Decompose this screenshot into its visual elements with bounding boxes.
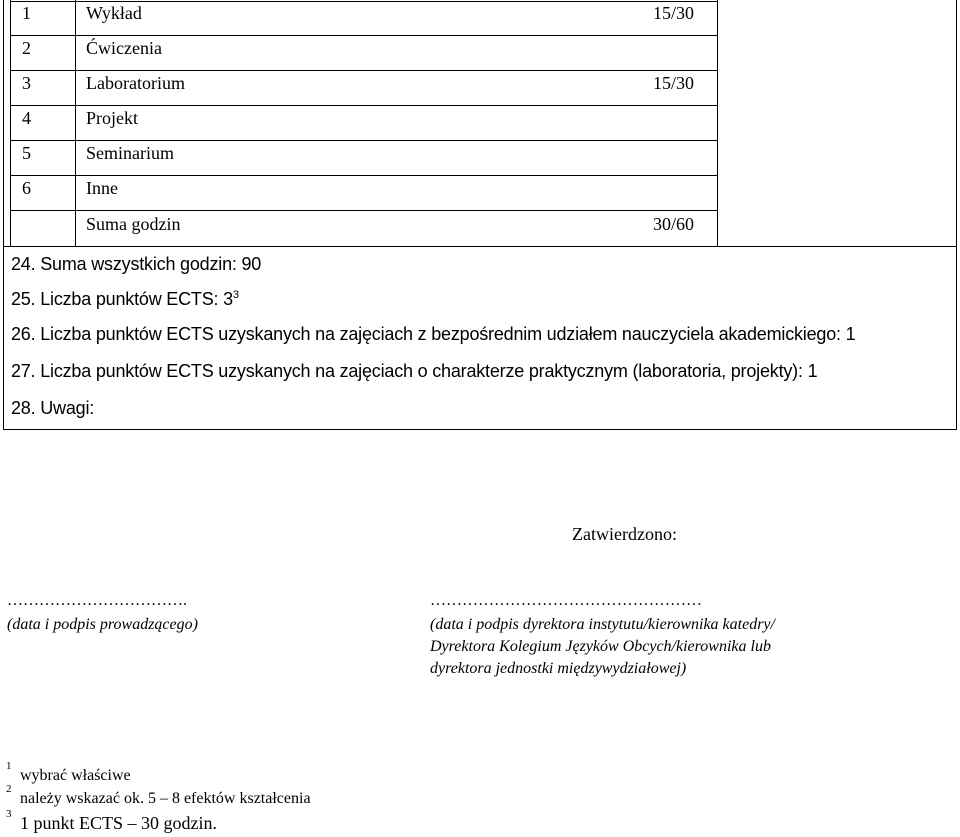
frame-left-border (3, 0, 4, 430)
footnote-text: wybrać właściwe (20, 767, 131, 784)
row-label: Wykład (86, 3, 142, 23)
table-row-line (10, 210, 718, 211)
table-row-line (3, 246, 957, 247)
table-row-line (10, 105, 718, 106)
section-28-notes: 28. Uwagi: (11, 398, 95, 418)
row-label: Projekt (86, 108, 138, 128)
row-label: Suma godzin (86, 214, 181, 234)
approval-title: Zatwierdzono: (572, 524, 677, 544)
row-number: 4 (22, 108, 31, 128)
row-number: 5 (22, 143, 31, 163)
row-label: Inne (86, 178, 118, 198)
footnote-ref-3: 3 (232, 289, 239, 301)
footnote-mark: 1 (6, 760, 12, 772)
row-hours: 15/30 (653, 73, 695, 93)
section-27-ects-practical: 27. Liczba punktów ECTS uzyskanych na zajęciach o charakterze praktycznym (laboratoria, projekty): 1 (11, 361, 818, 381)
row-label: Seminarium (86, 143, 174, 163)
footnote-mark: 3 (6, 808, 12, 820)
table-row-line (10, 35, 718, 36)
row-label: Laboratorium (86, 73, 185, 93)
section-24-total-hours: 24. Suma wszystkich godzin: 90 (11, 254, 262, 274)
signature-caption-director: (data i podpis dyrektora instytutu/kierownika katedry/ (430, 616, 775, 633)
signature-caption-director: dyrektora jednostki międzywydziałowej) (430, 660, 687, 677)
row-hours: 30/60 (653, 214, 695, 234)
table-row-line (10, 175, 718, 176)
section-25-text: 25. Liczba punktów ECTS: 3 (11, 289, 233, 309)
row-hours: 15/30 (653, 3, 695, 23)
table-row-line (10, 70, 718, 71)
signature-dots-director: …………………………………………… (430, 592, 702, 609)
row-number: 1 (22, 3, 31, 23)
frame-right-border (956, 0, 957, 430)
row-number: 6 (22, 178, 31, 198)
table-row-line (10, 140, 718, 141)
signature-dots-lecturer: ……………………………. (7, 592, 187, 609)
row-label: Ćwiczenia (86, 38, 162, 58)
footnote-text: 1 punkt ECTS – 30 godzin. (20, 813, 217, 833)
signature-caption-lecturer: (data i podpis prowadzącego) (7, 616, 198, 633)
row-number: 2 (22, 38, 31, 58)
signature-caption-director: Dyrektora Kolegium Języków Obcych/kierownika lub (430, 638, 771, 655)
footnote-mark: 2 (6, 783, 12, 795)
section-26-ects-direct: 26. Liczba punktów ECTS uzyskanych na zajęciach z bezpośrednim udziałem nauczyciela akademickiego: 1 (11, 324, 856, 344)
footnote-text: należy wskazać ok. 5 – 8 efektów kształcenia (20, 790, 311, 807)
frame-bottom-border (3, 429, 957, 430)
row-number: 3 (22, 73, 31, 93)
section-25-ects-points (11, 288, 239, 310)
